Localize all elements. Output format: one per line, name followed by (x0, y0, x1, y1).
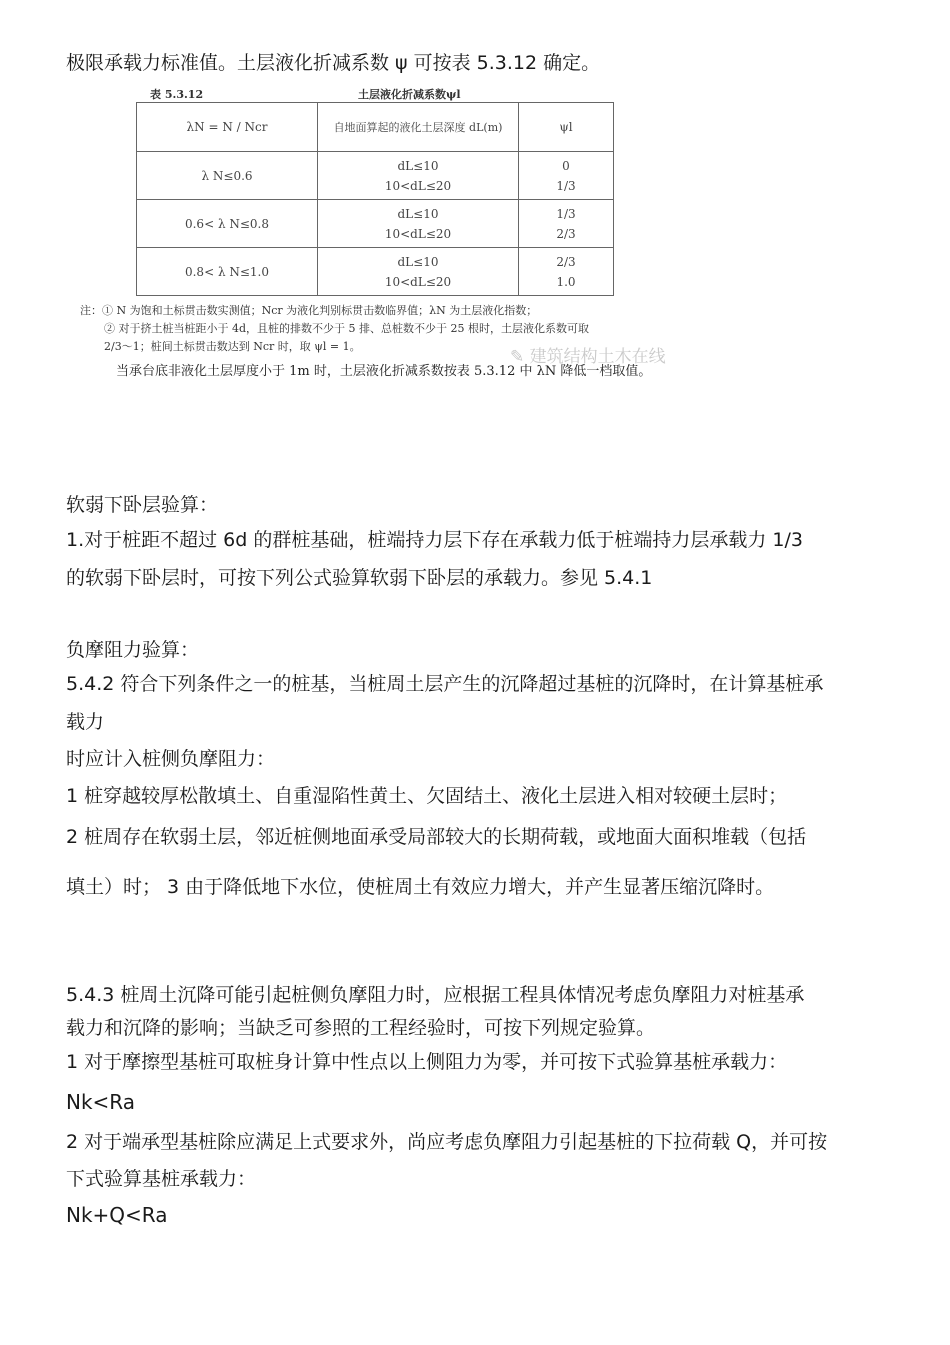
liquefaction-table-figure (80, 84, 730, 384)
paragraph-line: 5.4.3 桩周土沉降可能引起桩侧负摩阻力时，应根据工程具体情况考虑负摩阻力对桩基承 (66, 984, 805, 1006)
row-lambda: λ N≤0.6 (137, 152, 318, 200)
paragraph-line: 5.4.2 符合下列条件之一的桩基，当桩周土层产生的沉降超过基桩的沉降时，在计算基桩承 (66, 673, 824, 695)
table-row (137, 152, 614, 200)
table-header-row (137, 103, 614, 152)
psi-value: 1.0 (556, 274, 576, 289)
header-depth: 自地面算起的液化土层深度 dL(m) (318, 103, 519, 152)
depth-value: dL≤10 (397, 254, 439, 269)
psi-value: 0 (562, 158, 570, 173)
table-title: 土层液化折减系数ψl (358, 88, 461, 101)
table-bottom-note: 当承台底非液化土层厚度小于 1m 时，土层液化折减系数按表 5.3.12 中 λN 降低一档取值。 (116, 364, 652, 379)
header-psi: ψl (519, 103, 614, 152)
table-label: 表 5.3.12 (150, 88, 204, 101)
liquefaction-table (136, 102, 614, 296)
psi-value: 1/3 (556, 206, 576, 221)
table-note-3: 2/3～1；桩间土标贯击数达到 Ncr 时，取 ψl = 1。 (104, 340, 361, 353)
table-note-1: 注：① N 为饱和土标贯击数实测值；Ncr 为液化判别标贯击数临界值；λN 为土层液化指数； (80, 304, 538, 317)
paragraph-line: 2 桩周存在软弱土层，邻近桩侧地面承受局部较大的长期荷载，或地面大面积堆载（包括 (66, 826, 807, 848)
depth-value: 10<dL≤20 (384, 178, 452, 193)
intro-line: 极限承载力标准值。土层液化折减系数 ψ 可按表 5.3.12 确定。 (66, 52, 601, 74)
paragraph-line: 填土）时； 3 由于降低地下水位，使桩周土有效应力增大，并产生显著压缩沉降时。 (66, 876, 775, 898)
table-note-2: ② 对于挤土桩当桩距小于 4d，且桩的排数不少于 5 排、总桩数不少于 25 根时，土层液化系数可取 (104, 322, 590, 335)
paragraph-line: 1 桩穿越较厚松散填土、自重湿陷性黄土、欠固结土、液化土层进入相对较硬土层时； (66, 785, 788, 807)
watermark-icon: ✎ (510, 347, 530, 367)
row-psi (519, 248, 614, 296)
psi-value: 1/3 (556, 178, 576, 193)
psi-value: 2/3 (556, 226, 576, 241)
row-psi (519, 152, 614, 200)
section-title-negative-friction: 负摩阻力验算： (66, 639, 200, 661)
watermark: ✎ 建筑结构土木在线 (510, 347, 666, 367)
paragraph-line: 下式验算基桩承载力： (66, 1168, 257, 1190)
depth-value: 10<dL≤20 (384, 226, 452, 241)
depth-value: 10<dL≤20 (384, 274, 452, 289)
paragraph-line: 载力 (66, 711, 105, 733)
table-row (137, 200, 614, 248)
row-lambda: 0.8< λ N≤1.0 (137, 248, 318, 296)
table-row (137, 248, 614, 296)
row-depth (318, 200, 519, 248)
row-lambda: 0.6< λ N≤0.8 (137, 200, 318, 248)
paragraph-line: 2 对于端承型基桩除应满足上式要求外，尚应考虑负摩阻力引起基桩的下拉荷载 Q，并可按 (66, 1131, 828, 1153)
paragraph-line: 载力和沉降的影响；当缺乏可参照的工程经验时，可按下列规定验算。 (66, 1017, 656, 1039)
psi-value: 2/3 (556, 254, 576, 269)
header-lambda: λN = N / Ncr (137, 103, 318, 152)
row-depth (318, 152, 519, 200)
paragraph-line: 的软弱下卧层时，可按下列公式验算软弱下卧层的承载力。参见 5.4.1 (66, 567, 653, 589)
paragraph-line: 1.对于桩距不超过 6d 的群桩基础，桩端持力层下存在承载力低于桩端持力层承载力 1/3 (66, 529, 803, 551)
depth-value: dL≤10 (397, 158, 439, 173)
paragraph-line: 时应计入桩侧负摩阻力： (66, 748, 276, 770)
section-title-weak-layer: 软弱下卧层验算： (66, 494, 219, 516)
row-psi (519, 200, 614, 248)
formula-2: Nk+Q<Ra (66, 1203, 168, 1227)
depth-value: dL≤10 (397, 206, 439, 221)
paragraph-line: 1 对于摩擦型基桩可取桩身计算中性点以上侧阻力为零，并可按下式验算基桩承载力： (66, 1051, 788, 1073)
row-depth (318, 248, 519, 296)
formula-1: Nk<Ra (66, 1090, 136, 1114)
